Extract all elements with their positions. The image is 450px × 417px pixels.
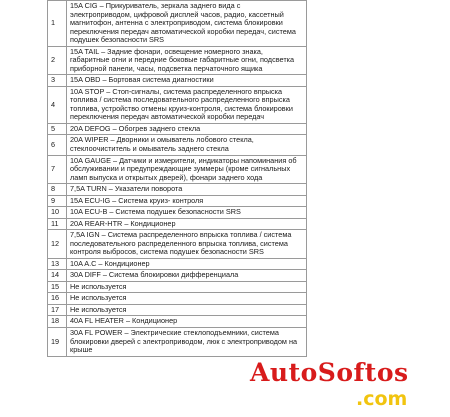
fuse-description: 20A WIPER – Дворники и омыватель лобового стекла, стеклоочиститель и омыватель заднего стекла [67,135,307,155]
fuse-description: 40A FL HEATER – Кондиционер [67,316,307,328]
fuse-row [48,86,307,123]
fuse-number: 17 [48,304,67,316]
fuse-description: 7,5A IGN – Система распределенного впрыска топлива / система последовательного распределенного впрыска топлива, система контроля выбросов, система подушек безопасности SRS [67,230,307,259]
fuse-number: 12 [48,230,67,259]
fuse-description: 15A CIG – Прикуриватель, зеркала заднего вида с электроприводом, цифровой дисплей часов, радио, кассетный магнитофон, антенна с электроприводом, система блокировки переключения передач автоматической коробки передач, система подушек безопасности SRS [67,1,307,47]
fuse-number: 11 [48,218,67,230]
fuse-description: 20A DEFOG – Обогрев заднего стекла [67,123,307,135]
fuse-description: Не используется [67,293,307,305]
watermark-domain: .com [356,388,408,410]
fuse-row [48,230,307,259]
fuse-row [48,207,307,219]
fuse-description: 7,5A TURN – Указатели поворота [67,184,307,196]
fuse-number: 5 [48,123,67,135]
watermark-logo: AutoSoftos [250,358,409,387]
fuse-row [48,46,307,75]
fuse-number: 15 [48,281,67,293]
fuse-row [48,1,307,47]
fuse-row [48,155,307,184]
fuse-description: 10A A.C – Кондиционер [67,258,307,270]
fuse-description: 30A DIFF – Система блокировки дифференциала [67,270,307,282]
fuse-number: 14 [48,270,67,282]
fuse-number: 10 [48,207,67,219]
fuse-description: 15A TAIL – Задние фонари, освещение номерного знака, габаритные огни и передние боковые габаритные огни, подсветка приборной панели, часы, подсветка перчаточного ящика [67,46,307,75]
fuse-number: 6 [48,135,67,155]
fuse-description: 10A STOP – Стоп-сигналы, система распределенного впрыска топлива / система последовательного распределенного впрыска топлива, устройство отмены круиз-контроля, система блокировки переключения передач автоматической коробки передач [67,86,307,123]
fuse-description: 15A OBD – Бортовая система диагностики [67,75,307,87]
fuse-row [48,304,307,316]
fuse-row [48,195,307,207]
fuse-description: 15A ECU-IG – Система круиз- контроля [67,195,307,207]
fuse-row [48,316,307,328]
fuse-description: 10A GAUGE – Датчики и измерители, индикаторы напоминания об обслуживании и предупреждающие зуммеры (кроме сигнальных ламп выпуска и открытых дверей), фонари заднего хода [67,155,307,184]
fuse-number: 18 [48,316,67,328]
fuse-row [48,281,307,293]
fuse-row [48,184,307,196]
fuse-row [48,270,307,282]
fuse-row [48,293,307,305]
fuse-number: 16 [48,293,67,305]
fuse-row [48,135,307,155]
fuse-number: 3 [48,75,67,87]
fuse-table-body [48,1,307,357]
fuse-number: 4 [48,86,67,123]
fuse-number: 9 [48,195,67,207]
fuse-row [48,328,307,357]
fuse-description: Не используется [67,304,307,316]
fuse-row [48,75,307,87]
fuse-number: 1 [48,1,67,47]
fuse-row [48,218,307,230]
fuse-description: 30A FL POWER – Электрические стеклоподъемники, система блокировки дверей с электроприводом, люк с электроприводом на крыше [67,328,307,357]
fuse-description: 20A REAR-HTR – Кондиционер [67,218,307,230]
fuse-description: Не используется [67,281,307,293]
fuse-row [48,123,307,135]
fuse-number: 8 [48,184,67,196]
fuse-number: 7 [48,155,67,184]
fuse-number: 13 [48,258,67,270]
fuse-description: 10A ECU-B – Система подушек безопасности SRS [67,207,307,219]
fuse-table [47,0,307,357]
fuse-number: 19 [48,328,67,357]
fuse-number: 2 [48,46,67,75]
fuse-row [48,258,307,270]
